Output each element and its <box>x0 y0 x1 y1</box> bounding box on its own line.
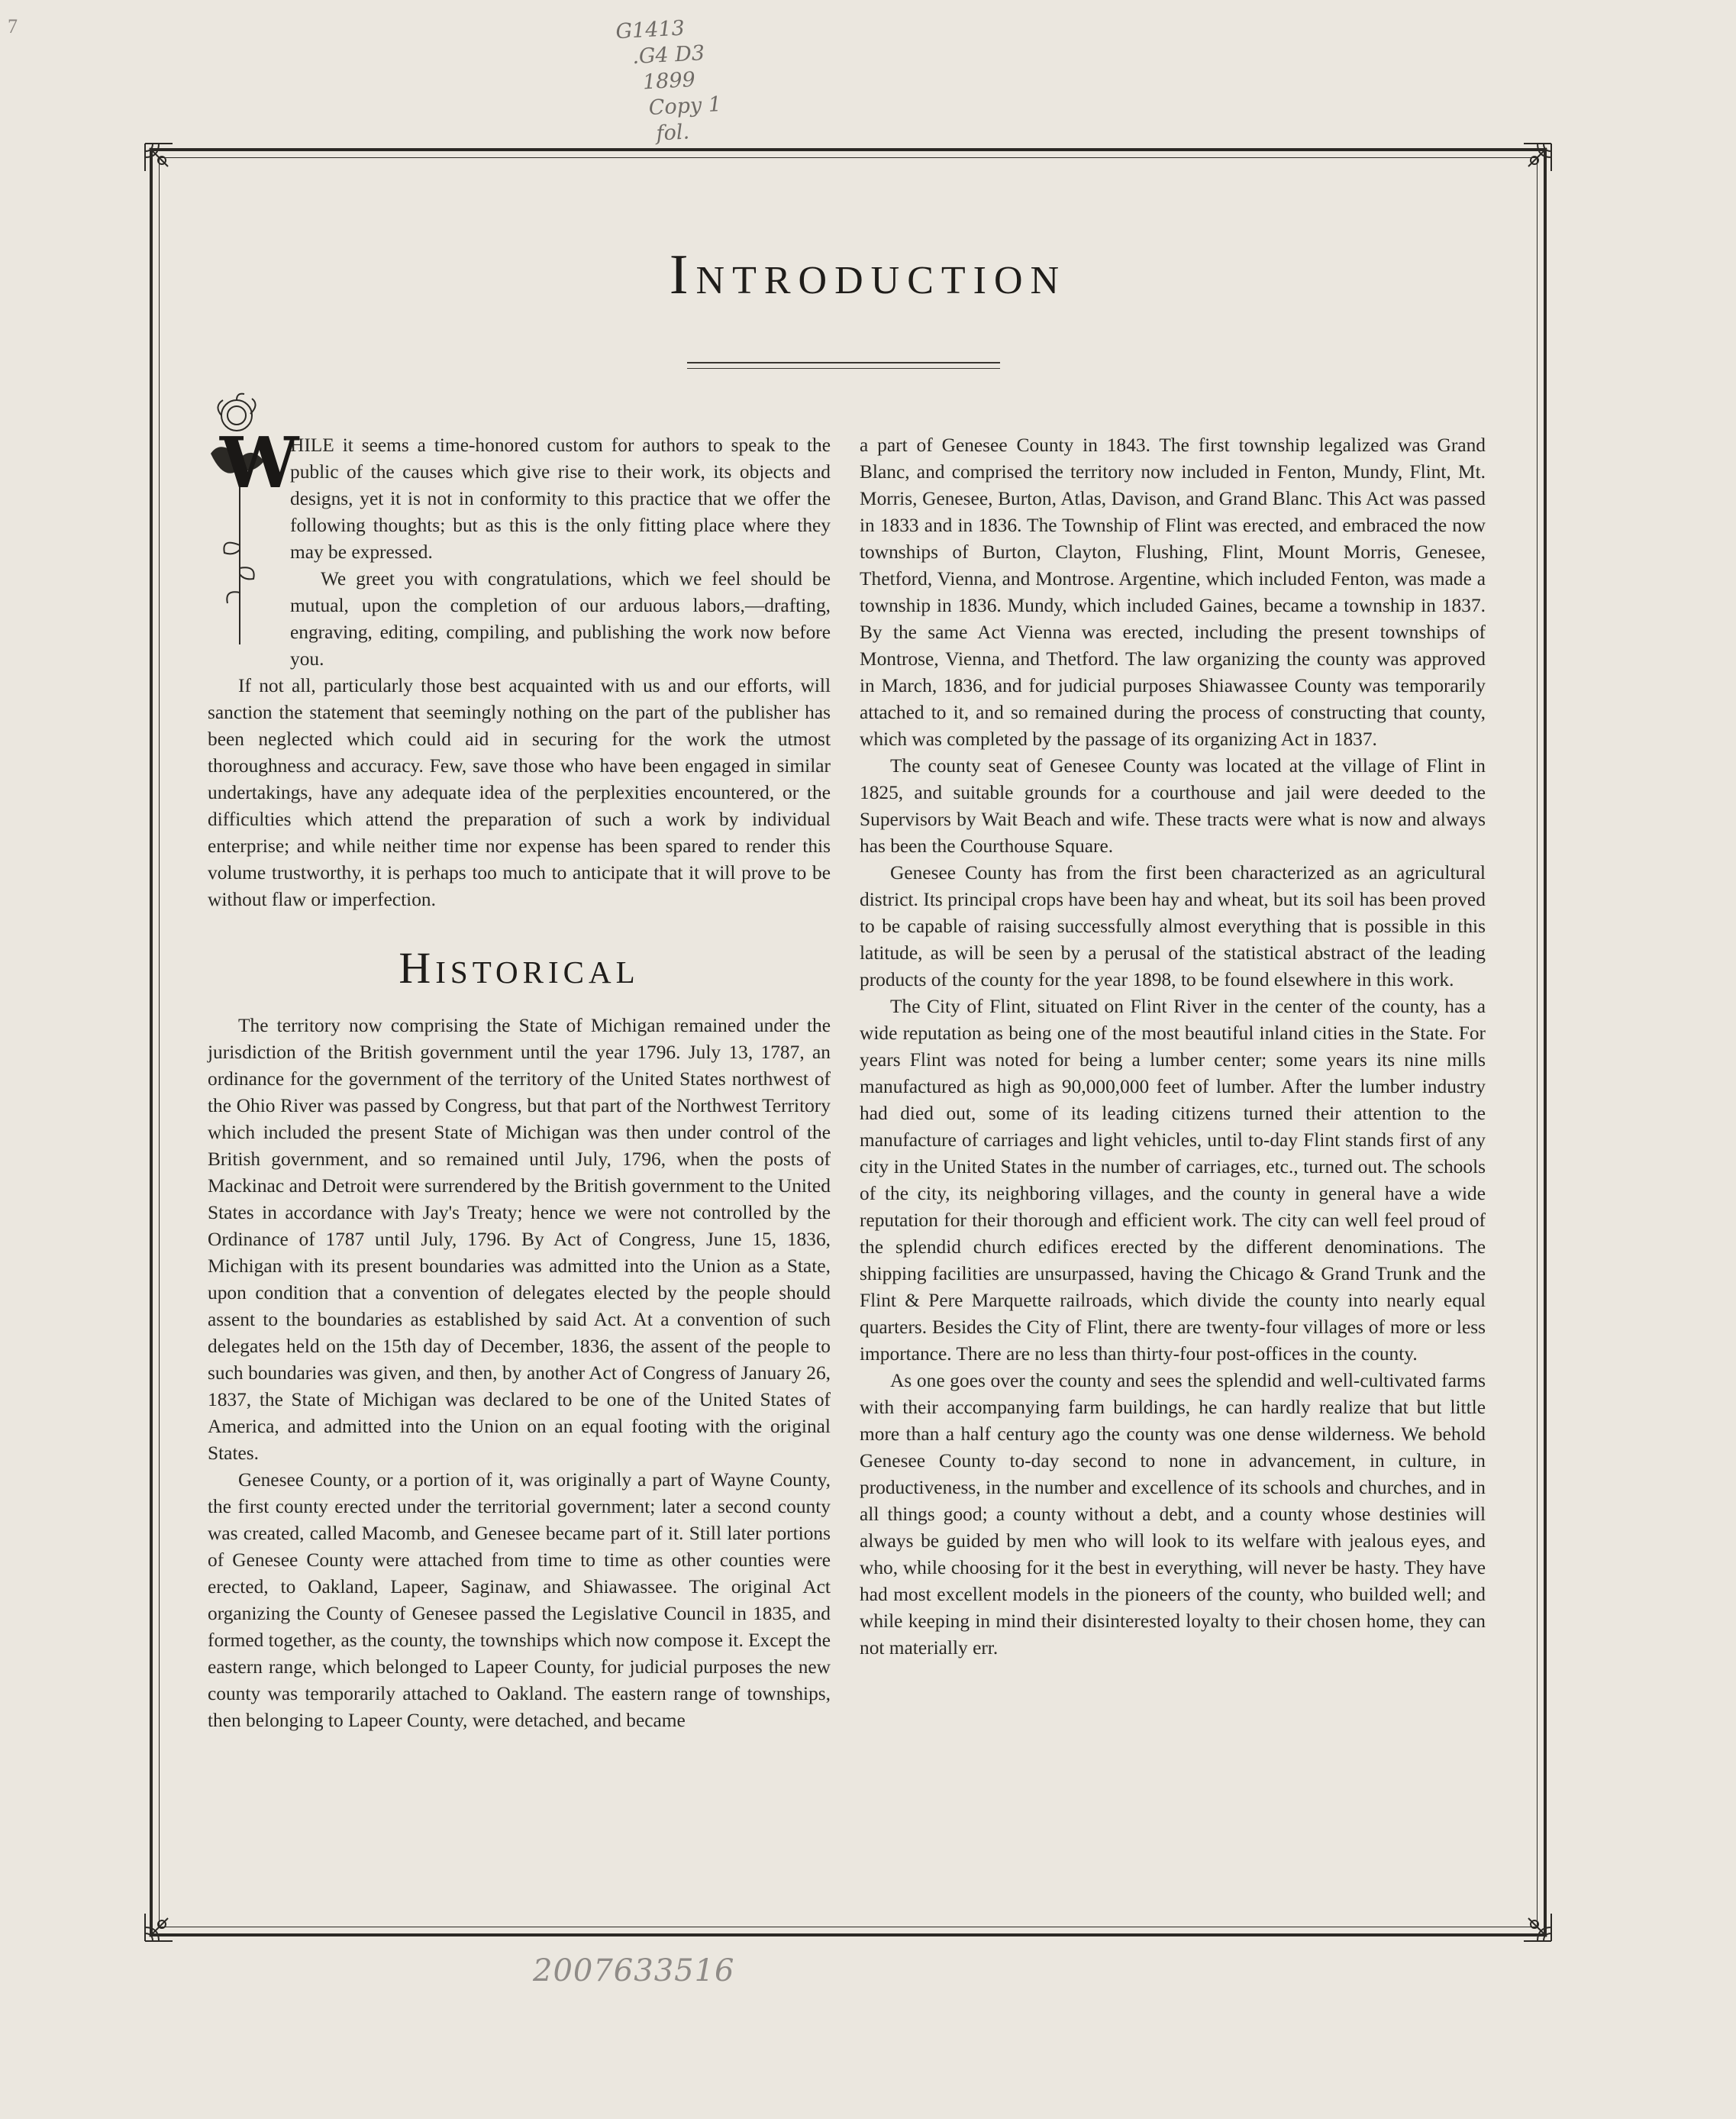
section-heading: Historical <box>399 943 640 993</box>
body-paragraph: The City of Flint, situated on Flint River in the center of the county, has a wide reputation as being one of the most beautiful inland cities in the State. For years Flint was noted for being a lumber center; some years its nine mills manufactured as high as 90,000,000 feet of lumber. After the lumber industry had died out, some of its leading citizens turned their attention to the manufacture of carriages and light vehicles, until to-day Flint stands first of any city in the United States in the number of carriages, etc., turned out. The schools of the city, its neighboring villages, and the county in general have a wide reputation for their thorough and efficient work. The city can well feel proud of the splendid church edifices erected by the different denominations. The shipping facilities are unsurpassed, having the Chicago & Grand Trunk and the Flint & Pere Marquette railroads, which divide the county into nearly equal quarters. Besides the City of Flint, there are twenty-four villages of more or less importance. There are no less than thirty-four post-offices in the county. <box>860 996 1486 1365</box>
accession-number: 2007633516 <box>533 1953 735 1988</box>
right-column <box>860 432 1486 1662</box>
body-paragraph: Genesee County has from the first been characterized as an agricultural district. Its principal crops have been hay and wheat, but its soil has been proved to be capable of raising successfully almost everything that is possible in this latitude, as will be seen by a perusal of the statistical abstract of the leading products of the county for the year 1898, to be found elsewhere in this work. <box>860 862 1486 990</box>
corner-ornament-icon <box>1501 141 1554 194</box>
corner-mark: 7 <box>8 15 18 37</box>
body-paragraph: As one goes over the county and sees the splendid and well-cultivated farms with their accompanying farm buildings, he can hardly realize that but little more than a half century ago the county was one dense wilderness. We behold Genesee County to-day second to none in advancement, in culture, in productiveness, in the number and excellence of its schools and churches, and in all things good; a county without a debt, and a county whose destinies will always be guided by men who will look to its welfare with jealous eyes, and who, while choosing for it the best in everything, will never be hasty. They have had most excellent models in the pioneers of the county, who builded well; and while keeping in mind their disinterested loyalty to their chosen home, they can not materially err. <box>860 1370 1486 1659</box>
dropcap-letter: W <box>220 422 299 504</box>
corner-ornament-icon <box>1501 1891 1554 1944</box>
call-number-line: 1899 <box>642 67 696 95</box>
call-number-line: G1413 <box>615 16 686 44</box>
corner-ornament-icon <box>142 141 195 194</box>
intro-paragraph: HILE it seems a time-honored custom for authors to speak to the public of the causes which give rise to their work, its objects and designs, yet it is not in conformity to this practice that we offer the following thoughts; but as this is the only fitting place where they may be expressed. <box>290 434 831 563</box>
call-number-line: .G4 D3 <box>631 41 705 69</box>
intro-paragraph: If not all, particularly those best acquainted with us and our efforts, will sanction the statement that seemingly nothing on the part of the publisher has been neglected which could aid in securing for the work the utmost thoroughness and accuracy. Few, save those who have been engaged in similar undertakings, have any adequate idea of the perplexities encountered, or the difficulties which attend the preparation of such a work by individual enterprise; and while neither time nor expense has been spared to render this volume trustworthy, it is perhaps too much to anticipate that it will prove to be without flaw or imperfection. <box>208 675 831 910</box>
historical-paragraph: The territory now comprising the State of Michigan remained under the jurisdiction of the British government until the year 1796. July 13, 1787, an ordinance for the government of the territory of the United States northwest of the Ohio River was passed by Congress, but that part of the Northwest Territory which included the present State of Michigan was then under control of the British government, and so remained until July, 1796, when the posts of Mackinac and Detroit were surrendered by the British government to the United States in accordance with Jay's Treaty; hence we were not controlled by the Ordinance of 1787 until July, 1796. By Act of Congress, June 15, 1836, Michigan with its present boundaries was admitted into the Union as a State, upon condition that a convention of delegates elected by the people should assent to the boundaries as established by said Act. At a convention of such delegates held on the 15th day of December, 1836, the assent of the people to such boundaries was given, and then, by another Act of Congress of January 26, 1837, the State of Michigan was declared to be one of the United States of America, and admitted into the Union on an equal footing with the original States. <box>208 1015 831 1464</box>
dropcap-ornament <box>206 392 299 652</box>
call-number-line: fol. <box>655 120 690 146</box>
call-number-line: Copy 1 <box>648 92 722 121</box>
body-paragraph: The county seat of Genesee County was located at the village of Flint in 1825, and suitable grounds for a courthouse and jail were deeded to the Supervisors by Wait Beach and wife. These tracts were what is now and always has been the Courthouse Square. <box>860 755 1486 857</box>
page-title: Introduction <box>669 244 1067 306</box>
title-divider <box>687 362 1000 369</box>
intro-paragraph: We greet you with congratulations, which we feel should be mutual, upon the completion of our arduous labors,—drafting, engraving, editing, compiling, and publishing the work now before you. <box>290 568 831 670</box>
body-paragraph: a part of Genesee County in 1843. The first township legalized was Grand Blanc, and comprised the territory now included in Fenton, Mundy, Flint, Mt. Morris, Genesee, Burton, Atlas, Davison, and Grand Blanc. This Act was passed in 1833 and in 1836. The Township of Flint was erected, and embraced the now townships of Burton, Clayton, Flushing, Flint, Mount Morris, Genesee, Thetford, Vienna, and Montrose. Argentine, which included Fenton, was made a township in 1836. Mundy, which included Gaines, became a township in 1837. By the same Act Vienna was erected, including the present townships of Montrose, Vienna, and Thetford. The law organizing the county was approved in March, 1836, and for judicial purposes Shiawassee County was temporarily attached to it, and so remained during the process of constructing that county, which was completed by the passage of its organizing Act in 1837. <box>860 434 1486 750</box>
handwritten-call-number <box>614 11 773 149</box>
corner-ornament-icon <box>142 1891 195 1944</box>
historical-paragraph: Genesee County, or a portion of it, was originally a part of Wayne County, the first county erected under the territorial government; later a second county was created, called Macomb, and Genesee became part of it. Still later portions of Genesee County were attached from time to time as other counties were erected, to Oakland, Lapeer, Saginaw, and Shiawassee. The original Act organizing the County of Genesee passed the Legislative Council in 1835, and formed together, as the county, the townships which now compose it. Except the eastern range, which belonged to Lapeer County, for judicial purposes the new county was temporarily attached to Oakland. The eastern range of townships, then belonging to Lapeer County, were detached, and became <box>208 1469 831 1731</box>
left-column <box>208 422 831 1734</box>
